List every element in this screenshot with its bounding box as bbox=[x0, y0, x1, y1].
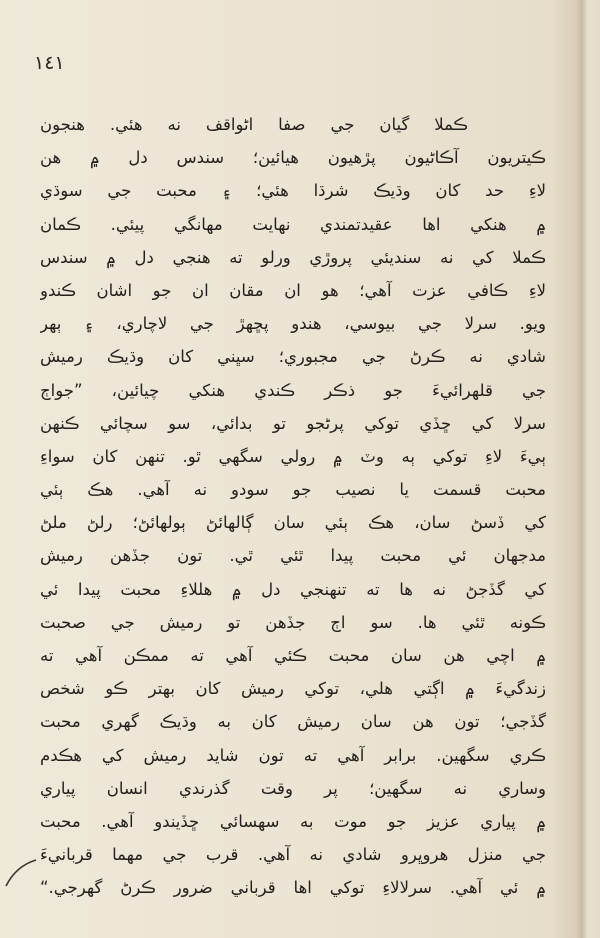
text-line: ڪيتريون آڪاڻيون پڙهيون هيائين؛ سندس دل ۾ هن bbox=[40, 148, 546, 168]
pencil-mark-icon bbox=[2, 852, 42, 892]
text-line: ۾ ئي آهي. سرلالاءِ توکي اها قرباني ضرور ڪرڻ گهرجي.“ bbox=[40, 878, 546, 898]
text-line: ڪونه ٿئي ها. سو اڄ جڏهن تو رميش جي صحبت bbox=[40, 612, 546, 632]
text-line: ۾ پياري عزيز جو موت به سهسائي ڇڏيندو آهي. محبت bbox=[40, 811, 546, 831]
text-line: شادي نه ڪرڻ جي مجبوري؛ سڀني کان وڌيڪ رميش bbox=[40, 347, 546, 367]
text-line: لاءِ ڪافي عزت آهي؛ هو ان مقان ان جو اشان ڪندو bbox=[40, 280, 546, 300]
text-line: جي قلهرائيءَ جو ذڪر ڪندي هنکي چيائين، ”جواڄ bbox=[40, 380, 546, 400]
text-line: سرلا کي ڇڏي توکي پرڻجو تو بدائي، سو سچائي ڪنهن bbox=[40, 413, 546, 433]
text-line: ڪري سگهين. برابر آهي ته تون شايد رميش کي هڪدم bbox=[40, 745, 546, 765]
text-line: جي منزل هروڀرو شادي نه آهي. قرب جي مهما قربانيءَ bbox=[40, 845, 546, 865]
text-line: محبت قسمت يا نصيب جو سودو نه آهي. هڪ ٻئي bbox=[40, 480, 546, 500]
text-line: ۾ اچي هن سان محبت ڪئي آهي ته ممڪن آهي ته bbox=[40, 646, 546, 665]
text-line: کي ڏسڻ سان، هڪ ٻئي سان ڳالهائڻ ٻولهائڻ؛ رلڻ ملڻ bbox=[40, 513, 546, 533]
text-line: ۾ هنکي اها عقيدتمندي نهايت مهانگي پيئي. ڪمان bbox=[40, 214, 546, 234]
text-line: کي گڏجڻ نه ها ته تنهنجي دل ۾ هللاءِ محبت پيدا ئي bbox=[40, 579, 546, 599]
body-text bbox=[40, 108, 546, 905]
text-line: گڏجي؛ تون هن سان رميش کان به وڌيڪ گهري محبت bbox=[40, 712, 546, 732]
page-number: ١٤١ bbox=[34, 52, 65, 74]
text-line: ڪملا کي نه سنديئي پروڙي ورلو ته هنجي دل ۾ سندس bbox=[40, 247, 546, 267]
text-line: زندگيءَ ۾ اڳتي هلي، توکي رميش کان بهتر ڪو شخص bbox=[40, 679, 546, 699]
text-line: لاءِ حد کان وڌيڪ شرڌا هئي؛ ۽ محبت جي سوڌي bbox=[40, 181, 546, 201]
text-line: ڪملا گيان جي صفا اڻواقف نه هئي. هنجون bbox=[40, 115, 468, 134]
text-line: ٻيءَ لاءِ توکي ٻه وٽ ۾ رولي سگهي ٿو. تنهن کان سواءِ bbox=[40, 446, 546, 466]
text-line: ويو. سرلا جي بيوسي، هندو پڇهڙ جي لاچاري، ۽ ٻهر bbox=[40, 314, 546, 334]
text-line: وساري نه سگهين؛ پر وقت گذرندي انسان پياري bbox=[40, 778, 546, 798]
text-line: مدجهان ئي محبت پيدا ٿئي ٿي. تون جڏهن رميش bbox=[40, 546, 546, 566]
